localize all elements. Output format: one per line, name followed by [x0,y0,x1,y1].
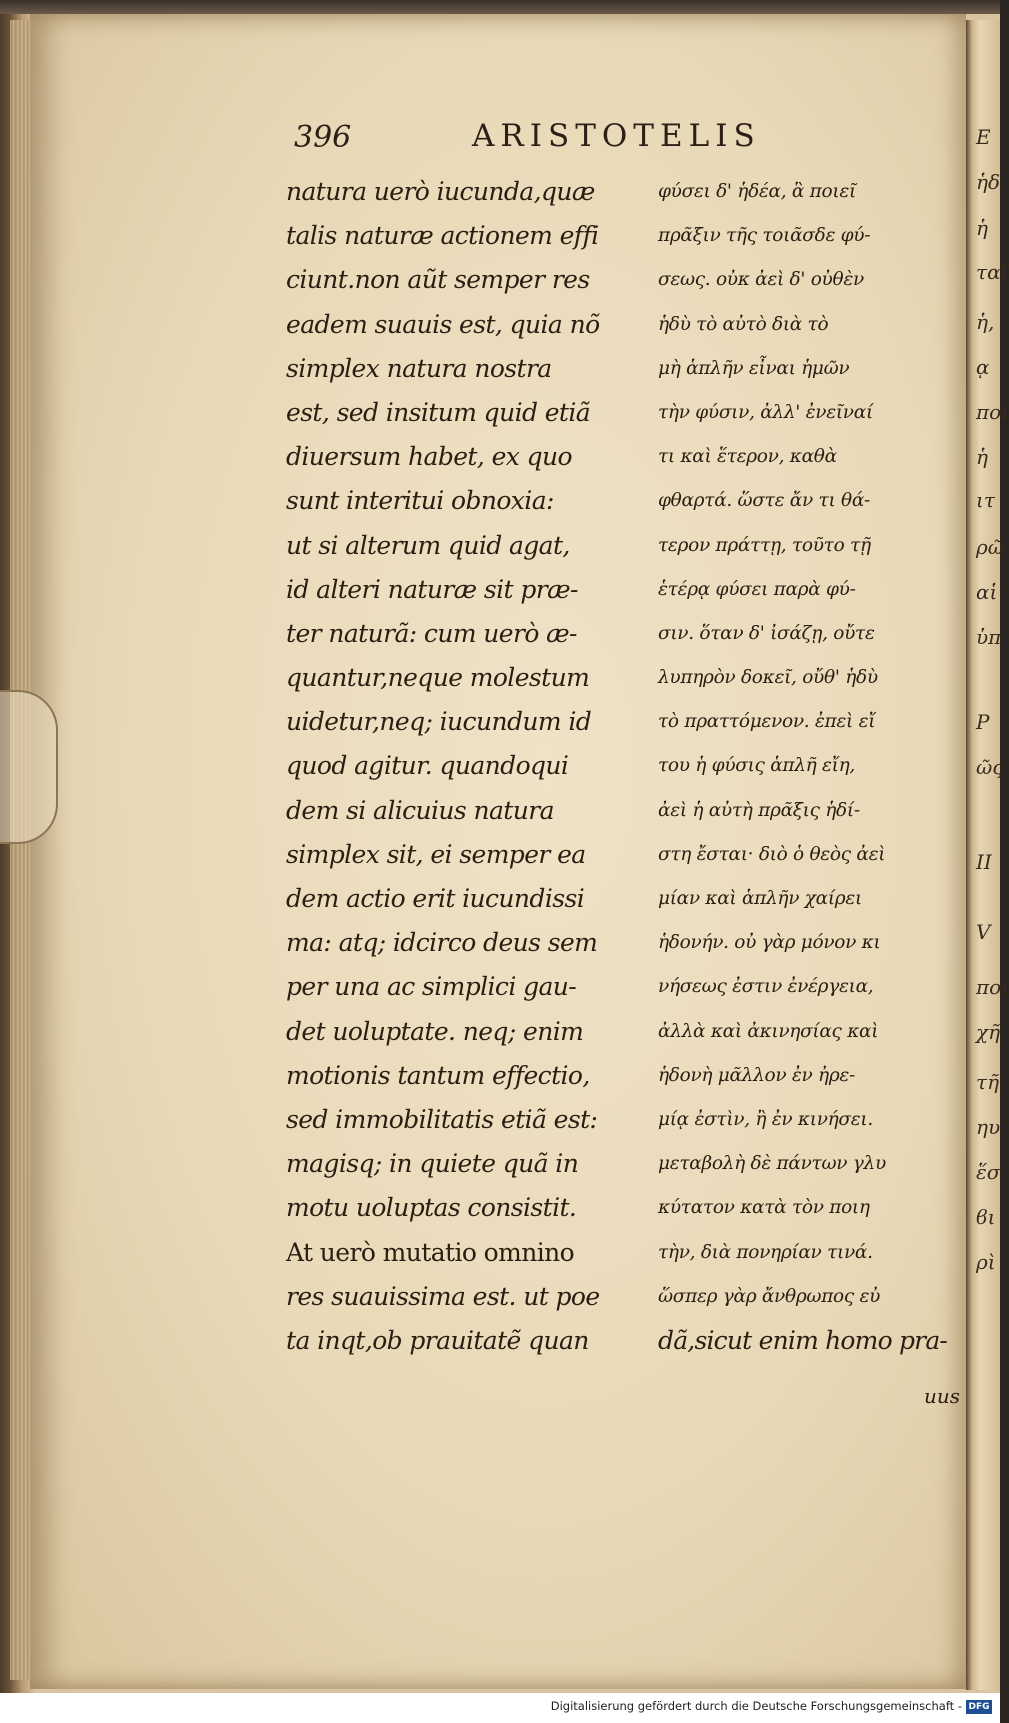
text-line: uidetur,neq; iucundum id [286,707,592,737]
facing-page-text: αἱ [976,580,998,604]
facing-page-text: ηυ [976,1115,1001,1139]
text-line: per una ac simplici gau- [286,972,577,1002]
funding-credit: Digitalisierung gefördert durch die Deutsche Forschungsgemeinschaft - [550,1699,962,1713]
facing-page-text: ἡ, [976,310,995,334]
text-line: τερον πράττῃ, τοῦτο τῇ [658,534,871,556]
text-line: eadem suauis est, quia nõ [286,309,600,339]
facing-page-text: ὑπ [976,625,1002,649]
facing-page-text: χῆ [976,1020,1001,1044]
text-line: τὸ πραττόμενον. ἐπεὶ εἴ [658,711,876,733]
text-line: λυπηρὸν δοκεῖ, οὔθ' ἡδὺ [658,667,878,689]
digitization-footer [0,1693,1000,1723]
text-line: natura uerò iucunda,quæ [286,177,595,206]
text-line: μίᾳ ἐστὶν, ἢ ἐν κινήσει. [658,1108,873,1130]
facing-page-text: ἡ [976,445,988,469]
text-line: motionis tantum effectio, [286,1060,590,1090]
text-line: ἀλλὰ καὶ ἀκινησίας καὶ [658,1020,879,1042]
page-header [286,118,906,168]
text-line: ter naturã: cum uerò æ- [286,618,577,648]
text-line: ὥσπερ γὰρ ἄνθρωπος εὐ [658,1285,881,1307]
text-line: νήσεως ἐστιν ἐνέργεια, [658,976,874,998]
text-line: simplex sit, ei semper ea [286,839,586,869]
text-line: sunt interitui obnoxia: [286,486,554,516]
book-top-edge [0,0,1000,14]
text-line: dem actio erit iucundissi [286,884,585,913]
text-line: ἡδὺ τὸ αὐτὸ διὰ τὸ [658,313,829,335]
text-line: det uoluptate. neq; enim [286,1016,584,1046]
dfg-logo: DFG [966,1700,992,1714]
text-line: σεως. οὐκ ἀεὶ δ' οὐθὲν [658,269,864,291]
facing-page-fragment [966,20,1009,1690]
facing-page-text: ιτ [976,488,995,512]
text-line: του ἡ φύσις ἁπλῆ εἴη, [658,755,855,777]
text-line: πρᾶξιν τῆς τοιᾶσδε φύ- [658,225,871,247]
text-line: σιν. ὅταν δ' ἰσάζῃ, οὔτε [658,622,875,644]
text-line: φύσει δ' ἡδέα, ἃ ποιεῖ [658,181,856,202]
facing-page-text: ἡ [976,216,988,240]
facing-page-text: V [976,920,991,944]
text-line: μὴ ἁπλῆν εἶναι ἡμῶν [658,357,850,379]
facing-page-text: τῆ [976,1070,1000,1094]
text-line: μεταβολὴ δὲ πάντων γλυ [658,1153,886,1175]
text-line: dã,sicut enim homo pra- [658,1325,948,1355]
text-line: κύτατον κατὰ τὸν ποιη [658,1197,870,1219]
text-line: τὴν φύσιν, ἀλλ' ἐνεῖναί [658,401,873,423]
text-line: est, sed insitum quid etiã [286,397,591,427]
text-line: ἡδονὴ μᾶλλον ἐν ἠρε- [658,1064,855,1086]
text-line: res suauissima est. ut poe [286,1281,600,1311]
facing-page-text: ρῶ [976,535,1005,559]
text-line: quod agitur. quandoqui [286,751,569,781]
facing-page-text: ᾳ [976,355,990,379]
facing-page-text: ῶς [976,755,1004,779]
facing-page-text: ποι [976,400,1009,424]
page-number: 396 [294,120,352,155]
text-line: sed immobilitatis etiã est: [286,1104,598,1134]
facing-page-text: P [976,710,990,734]
facing-page-text: ποι [976,975,1009,999]
facing-page-text: ταῖ [976,260,1009,284]
facing-page-text: ἡδ [976,170,1001,194]
text-line: diuersum habet, ex quo [286,442,572,472]
facing-page-text: ἕσ [976,1160,1001,1184]
text-line: ma: atq; idcirco deus sem [286,928,598,958]
facing-page-text: ϐι [976,1205,996,1229]
text-line: quantur,neque molestum [286,663,590,693]
text-line: magisq; in quiete quã in [286,1149,579,1179]
book-clasp [0,690,58,844]
text-line: At uerò mutatio omnino [286,1237,575,1267]
text-line: φθαρτά. ὥστε ἄν τι θά- [658,490,870,512]
text-line: τι καὶ ἕτερον, καθὰ [658,446,837,468]
text-line: ta inqt,ob prauitatẽ quan [286,1325,589,1355]
text-line: ἡδονήν. οὐ γὰρ μόνον κι [658,932,881,954]
text-line: dem si alicuius natura [286,795,554,825]
greek-text-column [658,170,964,1363]
text-line: ἑτέρᾳ φύσει παρὰ φύ- [658,578,856,600]
facing-page-text: E [976,125,991,149]
text-line: μίαν καὶ ἁπλῆν χαίρει [658,888,862,909]
catchword: uus [924,1384,961,1408]
text-line: ut si alterum quid agat, [286,530,570,560]
text-line: τὴν, διὰ πονηρίαν τινά. [658,1241,873,1263]
text-line: simplex natura nostra [286,353,552,383]
latin-text-column [286,170,634,1363]
text-line: talis naturæ actionem effi [286,221,599,251]
running-head: ARISTOTELIS [472,118,761,154]
text-line: id alteri naturæ sit præ- [286,574,578,604]
facing-page-text: ρὶ [976,1250,996,1274]
text-line: ciunt.non aũt semper res [286,265,590,295]
text-line: στη ἔσται· διὸ ὁ θεὸς ἀεὶ [658,843,886,865]
facing-page-text: II [976,850,992,874]
text-line: ἀεὶ ἡ αὐτὴ πρᾶξις ἡδί- [658,799,860,821]
text-line: motu uoluptas consistit. [286,1193,577,1223]
